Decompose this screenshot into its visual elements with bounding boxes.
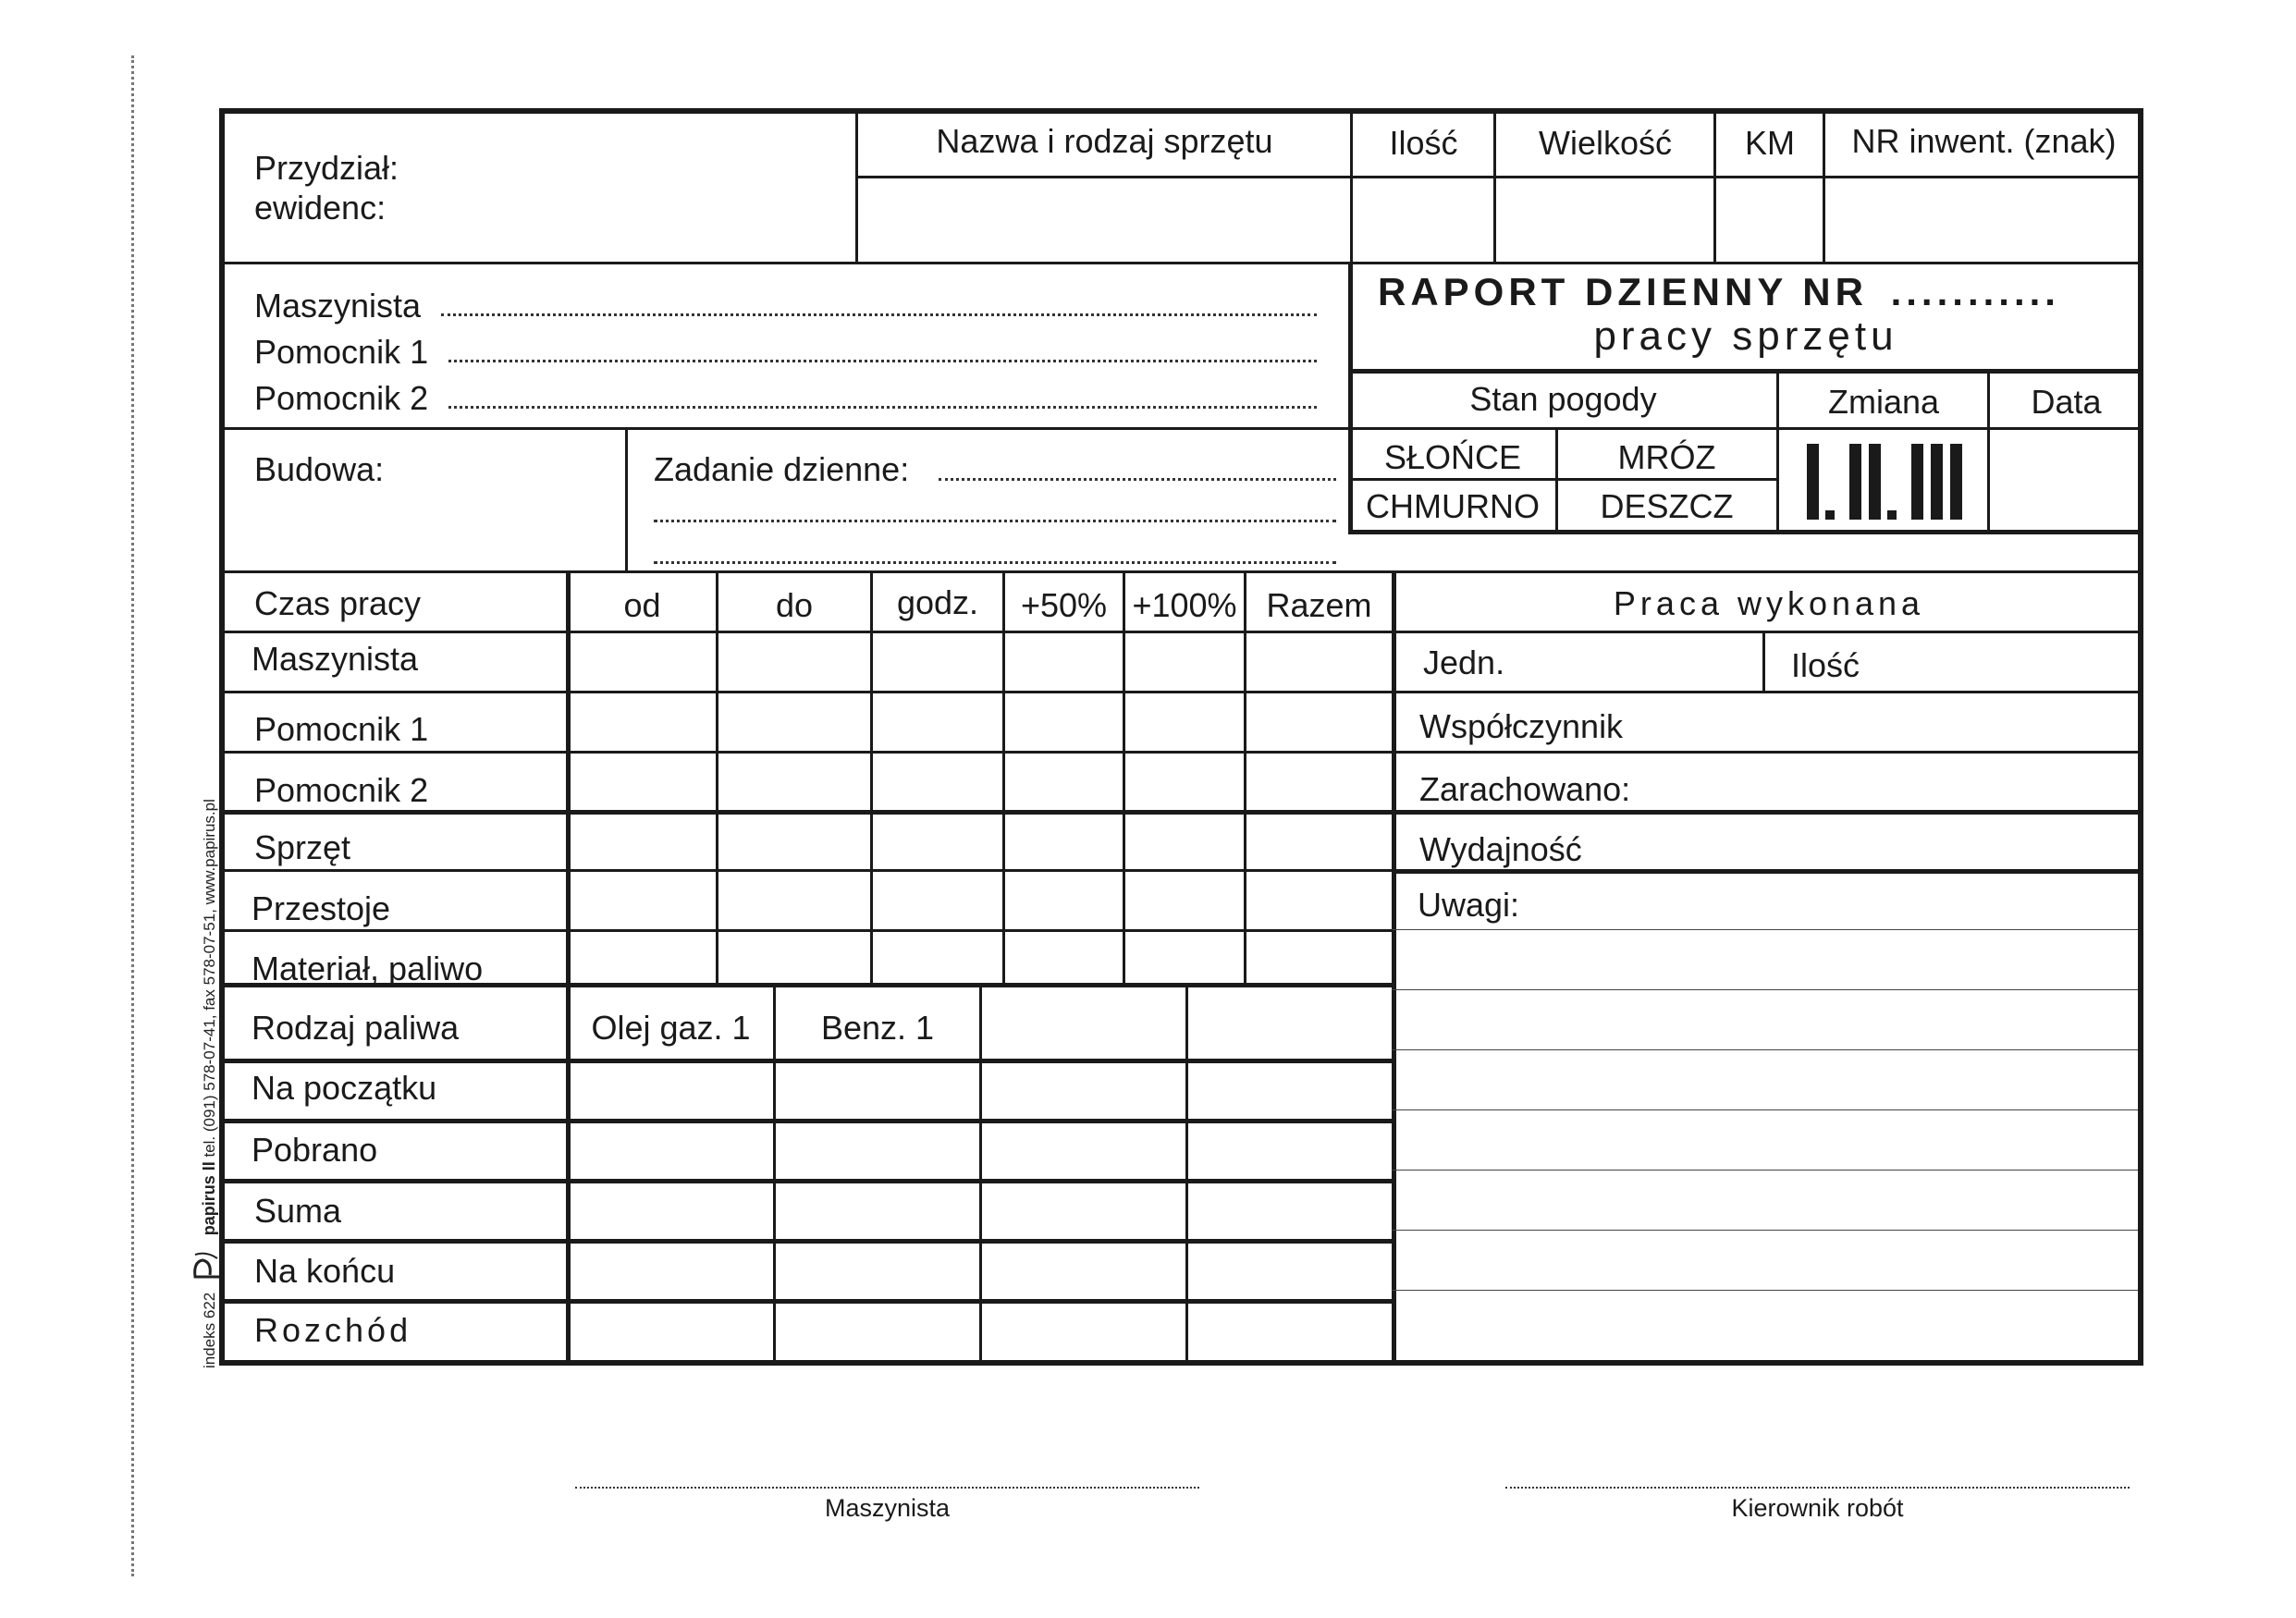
col-km-header: KM [1745, 124, 1795, 162]
fuel-row-pobrano: Pobrano [252, 1131, 378, 1169]
time-row-material-paliwo: Materiał, paliwo [252, 950, 484, 987]
weather-slonce-option[interactable]: SŁOŃCE [1383, 438, 1522, 476]
praca-wykonana-title: Praca wykonana [1613, 584, 1925, 622]
weather-chmurno-option[interactable]: CHMURNO [1366, 487, 1540, 525]
jedn-label: Jedn. [1423, 644, 1505, 681]
time-header-do: do [775, 586, 814, 624]
time-row-pomocnik1: Pomocnik 1 [254, 710, 429, 748]
report-subtitle: pracy sprzętu [1593, 313, 1898, 359]
crew-pomocnik1-label: Pomocnik 1 [254, 333, 429, 371]
publisher-index: indeks 622 [200, 1292, 218, 1368]
fuel-row-na-poczatku: Na początku [252, 1069, 437, 1107]
uwagi-label: Uwagi: [1418, 886, 1520, 924]
fuel-row-rozchod: Rozchód [254, 1311, 412, 1349]
zmiana-label: Zmiana [1827, 383, 1940, 421]
time-row-przestoje: Przestoje [252, 889, 391, 927]
signature-label-kierownik: Kierownik robót [1731, 1494, 1904, 1522]
time-header-czas-pracy: Czas pracy [254, 584, 422, 622]
form-outer-border [219, 108, 2143, 1366]
fuel-row-suma: Suma [254, 1192, 342, 1230]
fuel-row-na-koncu: Na końcu [254, 1252, 396, 1290]
report-number-dots: ........... [1890, 270, 2060, 313]
time-header-godz: godz. [896, 583, 979, 621]
col-ilosc-header: Ilość [1389, 124, 1458, 162]
crew-maszynista-label: Maszynista [254, 287, 422, 325]
crew-pomocnik2-label: Pomocnik 2 [254, 379, 429, 417]
wydajnosc-label: Wydajność [1419, 830, 1582, 868]
weather-deszcz-option[interactable]: DESZCZ [1600, 487, 1734, 525]
time-header-od: od [623, 586, 661, 624]
budowa-label: Budowa: [254, 450, 385, 488]
time-row-pomocnik2: Pomocnik 2 [254, 771, 429, 809]
daily-report-form [219, 108, 2143, 1366]
signature-line-maszynista[interactable] [575, 1487, 1199, 1489]
przydzial-label: Przydział: [254, 149, 399, 187]
report-title-text: RAPORT DZIENNY NR [1378, 270, 1868, 313]
publisher-contact: tel. (091) 578-07-41, fax 578-07-51, www.papirus.pl [200, 799, 218, 1158]
wspolczynnik-label: Współczynnik [1419, 707, 1624, 745]
col-wielkosc-header: Wielkość [1538, 124, 1673, 162]
time-row-sprzet: Sprzęt [254, 828, 351, 866]
publisher-brand: papirus II [199, 1161, 218, 1236]
col-nr-inwent-header: NR inwent. (znak) [1851, 122, 2117, 160]
col-nazwa-header: Nazwa i rodzaj sprzętu [936, 122, 1273, 160]
fuel-header-rodzaj: Rodzaj paliwa [252, 1009, 460, 1047]
ilosc-label: Ilość [1791, 646, 1860, 684]
fuel-header-olej: Olej gaz. 1 [591, 1009, 751, 1047]
fuel-header-benz: Benz. 1 [820, 1009, 935, 1047]
data-label: Data [2031, 383, 2102, 421]
zarachowano-label: Zarachowano: [1419, 770, 1631, 808]
time-row-maszynista: Maszynista [252, 640, 419, 678]
perforation-line [131, 55, 134, 1576]
stan-pogody-label: Stan pogody [1469, 380, 1657, 418]
time-header-50: +50% [1020, 586, 1108, 624]
signature-label-maszynista: Maszynista [824, 1494, 951, 1522]
weather-mroz-option[interactable]: MRÓZ [1617, 438, 1716, 476]
ewidenc-label: ewidenc: [254, 189, 387, 227]
time-header-100: +100% [1132, 586, 1237, 624]
zadanie-label: Zadanie dzienne: [654, 450, 910, 488]
signature-line-kierownik[interactable] [1505, 1487, 2130, 1489]
time-header-razem: Razem [1266, 586, 1372, 624]
